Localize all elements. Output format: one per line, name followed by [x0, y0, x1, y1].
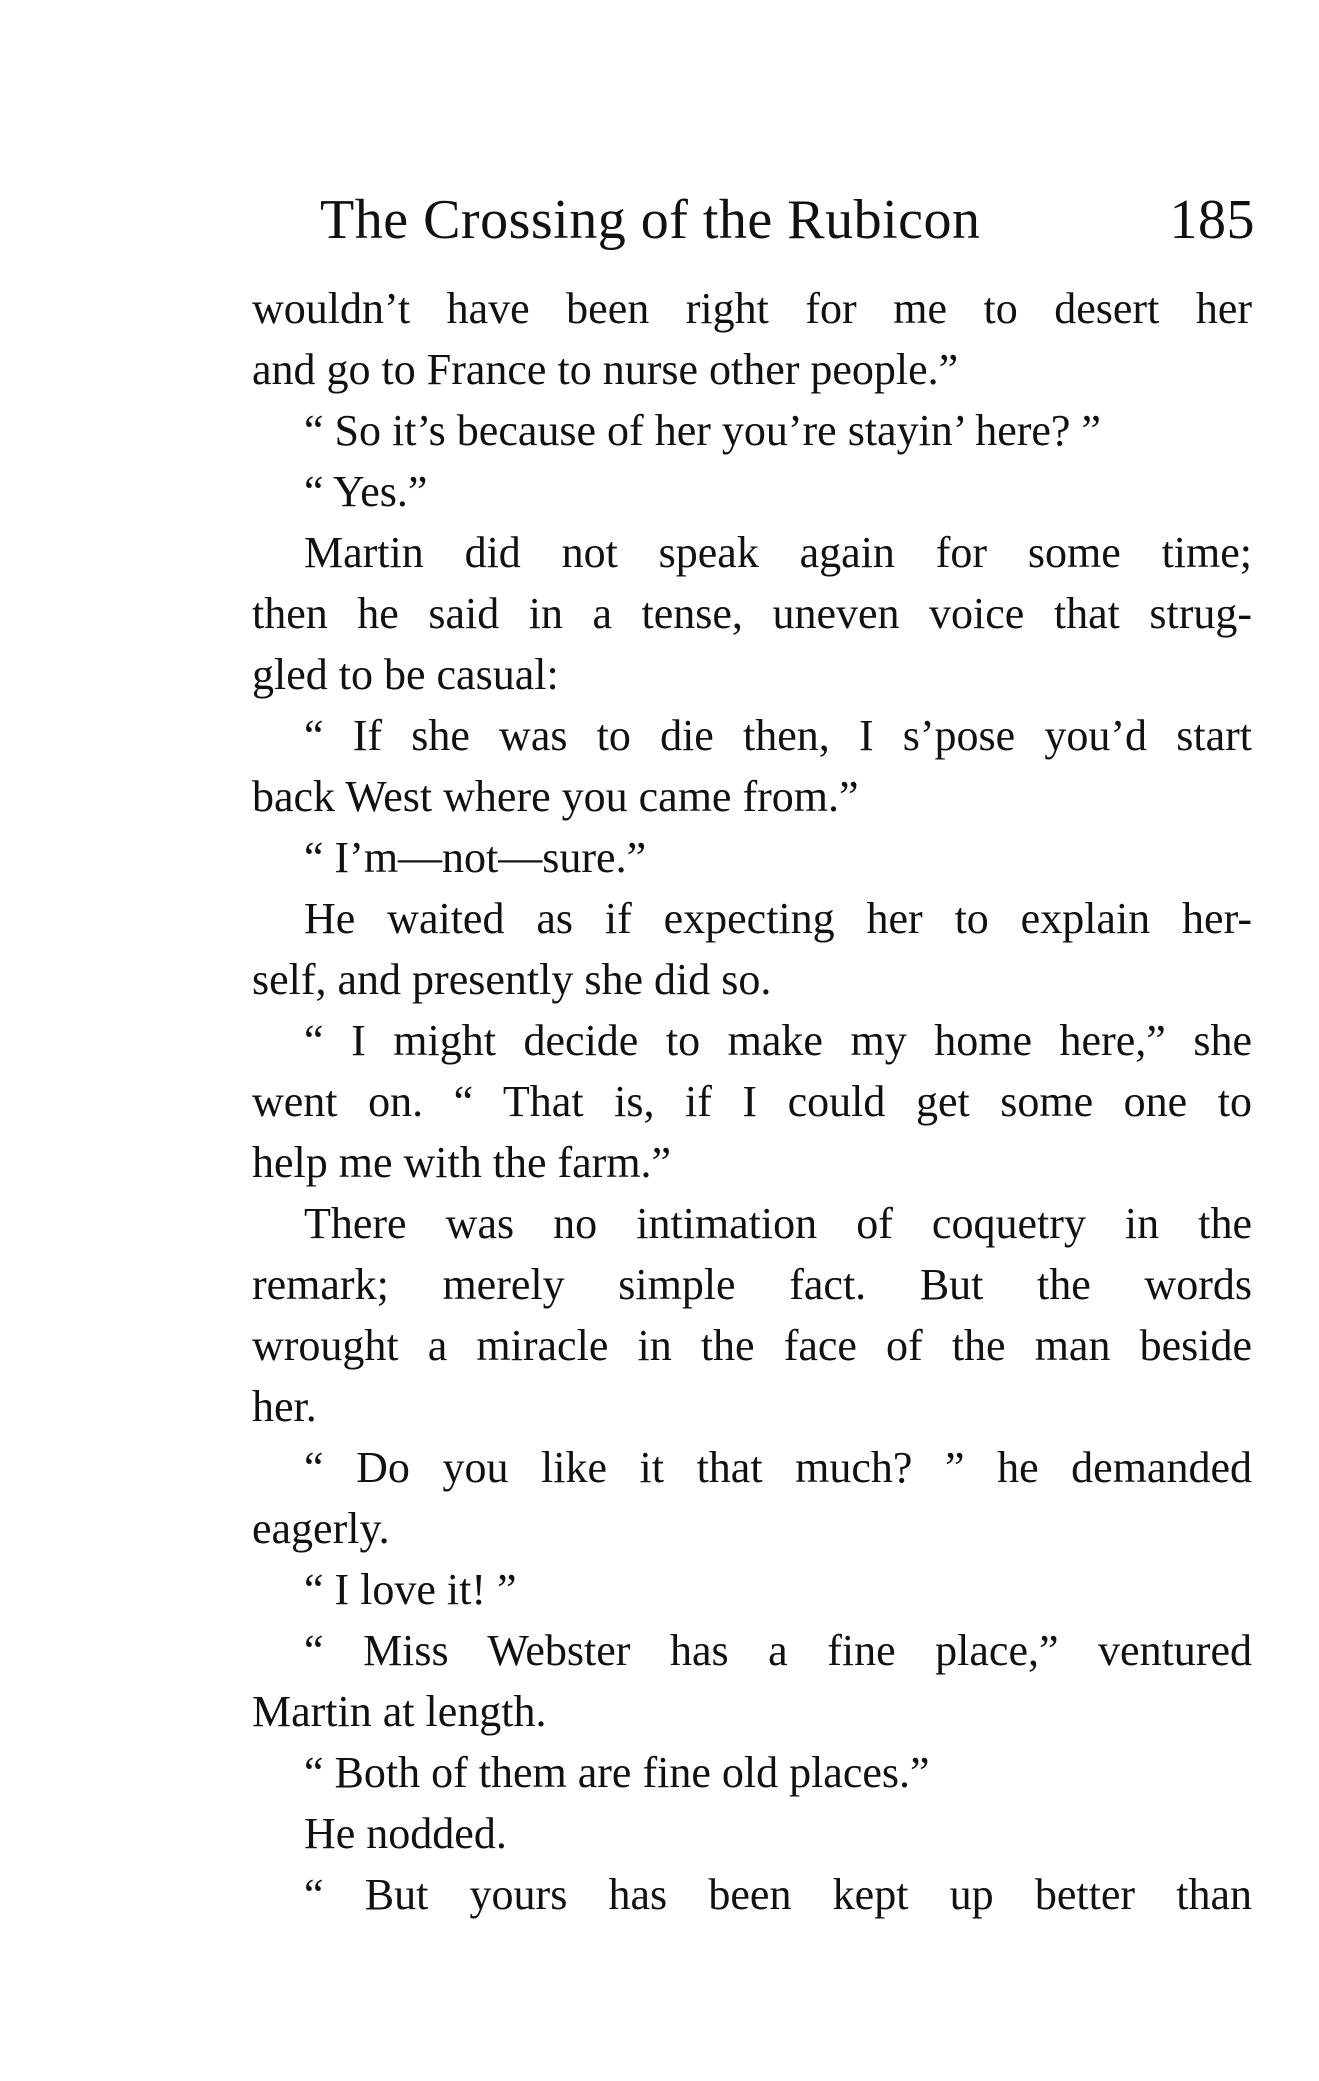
text-line: “ So it’s because of her you’re stayin’ here? ” — [304, 406, 1101, 455]
text-line: “ I’m—not—sure.” — [304, 833, 647, 882]
running-header — [320, 180, 1255, 260]
text-line: remark; merely simple fact. But the words — [252, 1260, 1252, 1309]
text-line: “ Both of them are fine old places.” — [304, 1748, 930, 1797]
text-line: There was no intimation of coquetry in the — [304, 1199, 1252, 1248]
text-line: then he said in a tense, uneven voice that strug- — [252, 589, 1252, 638]
text-line: went on. “ That is, if I could get some one to — [252, 1077, 1252, 1126]
text-line: wouldn’t have been right for me to desert her — [252, 284, 1252, 333]
chapter-title: The Crossing of the Rubicon — [320, 189, 981, 251]
text-line: wrought a miracle in the face of the man beside — [252, 1321, 1252, 1370]
text-line: “ If she was to die then, I s’pose you’d start — [304, 711, 1252, 760]
text-line: “ But yours has been kept up better than — [304, 1870, 1252, 1919]
body-text — [252, 278, 1252, 1925]
text-line: “ I love it! ” — [304, 1565, 517, 1614]
text-line: self, and presently she did so. — [252, 955, 772, 1004]
text-line: her. — [252, 1382, 317, 1431]
text-line: Martin did not speak again for some time; — [304, 528, 1252, 577]
text-line: He nodded. — [304, 1809, 507, 1858]
text-line: and go to France to nurse other people.” — [252, 345, 959, 394]
text-line: “ Do you like it that much? ” he demanded — [304, 1443, 1252, 1492]
text-line: “ Miss Webster has a fine place,” ventured — [304, 1626, 1252, 1675]
text-line: Martin at length. — [252, 1687, 547, 1736]
text-line: help me with the farm.” — [252, 1138, 672, 1187]
text-line: He waited as if expecting her to explain her- — [304, 894, 1252, 943]
text-line: gled to be casual: — [252, 650, 559, 699]
text-line: eagerly. — [252, 1504, 390, 1553]
text-line: “ Yes.” — [304, 467, 428, 516]
text-line: “ I might decide to make my home here,” she — [304, 1016, 1252, 1065]
text-line: back West where you came from.” — [252, 772, 859, 821]
page-number: 185 — [1169, 189, 1255, 251]
